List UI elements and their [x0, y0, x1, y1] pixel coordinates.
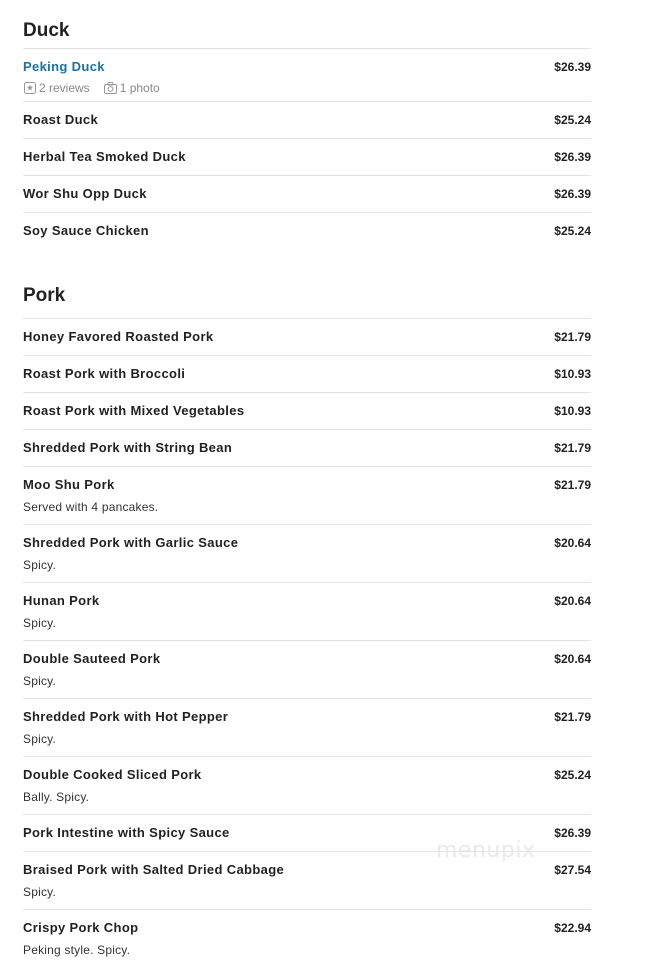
menu-item [23, 525, 591, 583]
item-name-link[interactable]: Peking Duck [23, 59, 105, 74]
item-price: $21.79 [554, 710, 591, 724]
item-description: Bally. Spicy. [23, 790, 90, 804]
menu-item [23, 393, 591, 430]
section-title-pork: Pork [23, 269, 591, 319]
item-description: Spicy. [23, 616, 56, 630]
menu-item [23, 757, 591, 815]
item-price: $22.94 [554, 921, 591, 935]
item-description: Spicy. [23, 558, 56, 572]
menu-item [23, 467, 591, 525]
item-price: $26.39 [554, 187, 591, 201]
photos-count: 1 photo [119, 81, 160, 95]
section-title-duck: Duck [23, 0, 591, 49]
menu-item-peking-duck[interactable] [23, 49, 591, 102]
menu-item [23, 213, 591, 250]
item-name: Braised Pork with Salted Dried Cabbage [23, 862, 285, 877]
item-name: Honey Favored Roasted Pork [23, 329, 214, 344]
menu-item [23, 356, 591, 393]
item-name: Shredded Pork with Hot Pepper [23, 709, 229, 724]
item-price: $25.24 [554, 768, 591, 782]
item-price: $21.79 [554, 478, 591, 492]
menu-item [23, 430, 591, 467]
item-name: Double Cooked Sliced Pork [23, 767, 202, 782]
item-price: $10.93 [554, 367, 591, 381]
item-name: Roast Pork with Mixed Vegetables [23, 403, 245, 418]
item-price: $26.39 [554, 826, 591, 840]
menu-item [23, 910, 591, 968]
item-name: Moo Shu Pork [23, 477, 115, 492]
watermark: menupix [436, 838, 536, 863]
menu-item [23, 699, 591, 757]
item-name: Soy Sauce Chicken [23, 223, 149, 238]
item-name: Roast Pork with Broccoli [23, 366, 186, 381]
menu-item [23, 176, 591, 213]
item-description: Spicy. [23, 732, 56, 746]
item-name: Roast Duck [23, 112, 99, 127]
item-price: $20.64 [554, 536, 591, 550]
item-name: Wor Shu Opp Duck [23, 186, 147, 201]
photos-link[interactable] [104, 81, 160, 95]
item-description: Spicy. [23, 674, 56, 688]
item-name: Pork Intestine with Spicy Sauce [23, 825, 230, 840]
item-price: $25.24 [554, 113, 591, 127]
item-price: $27.54 [554, 863, 591, 877]
menu-list [23, 0, 591, 968]
camera-icon [104, 82, 117, 94]
item-name: Double Sauteed Pork [23, 651, 161, 666]
item-name: Hunan Pork [23, 593, 100, 608]
item-description: Peking style. Spicy. [23, 943, 131, 957]
reviews-count: 2 reviews [39, 81, 90, 95]
star-badge-icon [24, 82, 36, 94]
item-price: $10.93 [554, 404, 591, 418]
item-description: Served with 4 pancakes. [23, 500, 159, 514]
menu-item [23, 583, 591, 641]
item-name: Shredded Pork with Garlic Sauce [23, 535, 239, 550]
item-price: $21.79 [554, 441, 591, 455]
item-name: Shredded Pork with String Bean [23, 440, 233, 455]
reviews-link[interactable] [24, 81, 90, 95]
item-price: $26.39 [554, 150, 591, 164]
menu-item [23, 319, 591, 356]
item-price: $20.64 [554, 652, 591, 666]
item-price: $20.64 [554, 594, 591, 608]
item-name: Herbal Tea Smoked Duck [23, 149, 186, 164]
menu-item [23, 102, 591, 139]
item-price: $25.24 [554, 224, 591, 238]
item-meta [24, 81, 160, 95]
item-description: Spicy. [23, 885, 56, 899]
item-price: $26.39 [554, 60, 591, 74]
menu-item [23, 139, 591, 176]
item-price: $21.79 [554, 330, 591, 344]
menu-item [23, 641, 591, 699]
item-name: Crispy Pork Chop [23, 920, 139, 935]
